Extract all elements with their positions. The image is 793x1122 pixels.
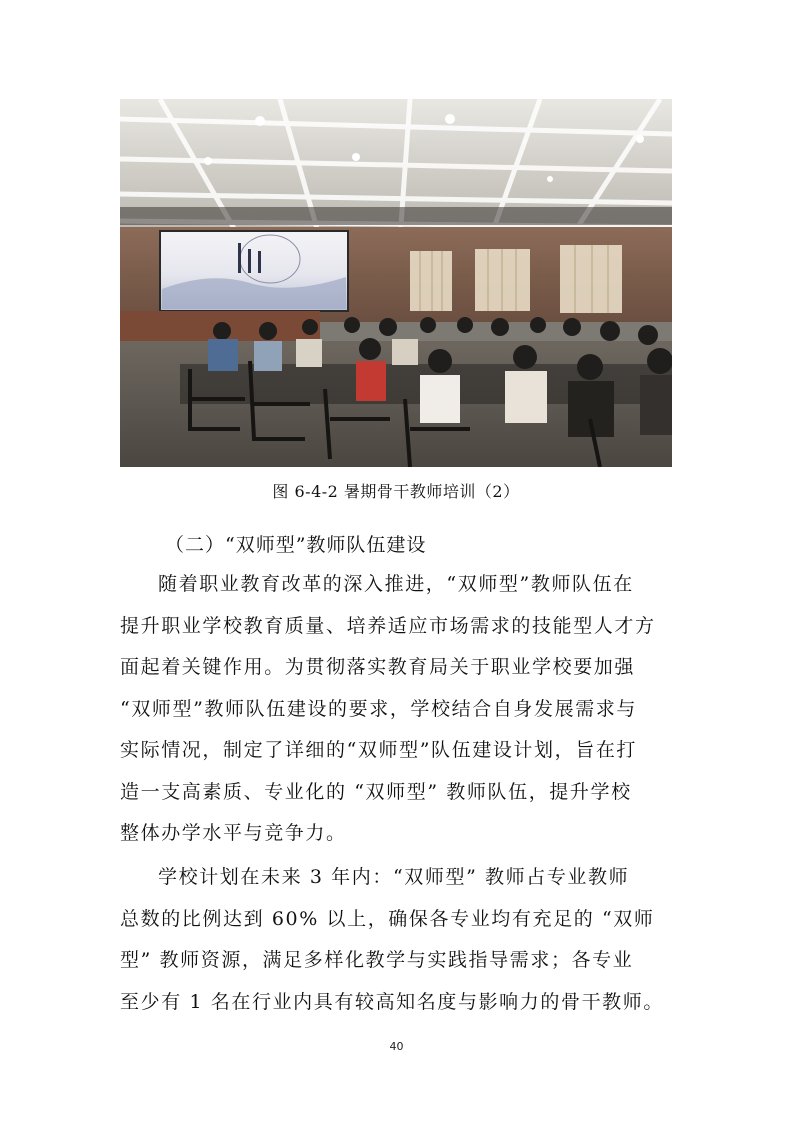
page-number: 40 [389,1040,404,1053]
text-line: 随着职业教育改革的深入推进，“双师型”教师队伍在 [158,573,634,595]
text-line: 造一支高素质、专业化的 “双师型” 教师队伍，提升学校 [120,780,632,803]
paragraph-1 [120,564,676,855]
training-session-illustration [120,99,672,467]
text-line: 提升职业学校教育质量、培养适应市场需求的技能型人才方 [120,614,656,637]
text-line: 面起着关键作用。为贯彻落实教育局关于职业学校要加强 [120,656,636,678]
figure-caption: 图 6-4-2 暑期骨干教师培训（2） [272,482,520,501]
text-line: 型” 教师资源，满足多样化教学与实践指导需求；各专业 [120,949,634,971]
text-line: 整体办学水平与竞争力。 [120,822,347,844]
text-line: 学校计划在未来 3 年内：“双师型” 教师占专业教师 [158,866,630,888]
text-line: 实际情况，制定了详细的“双师型”队伍建设计划，旨在打 [120,739,638,761]
text-line: 至少有 1 名在行业内具有较高知名度与影响力的骨干教师。 [120,990,664,1013]
conference-hall-photo [120,99,672,467]
paragraph-2 [120,857,676,1023]
text-line: 总数的比例达到 60% 以上，确保各专业均有充足的 “双师 [120,907,655,930]
text-line: “双师型”教师队伍建设的要求，学校结合自身发展需求与 [120,697,638,720]
section-heading: （二）“双师型”教师队伍建设 [165,534,427,556]
